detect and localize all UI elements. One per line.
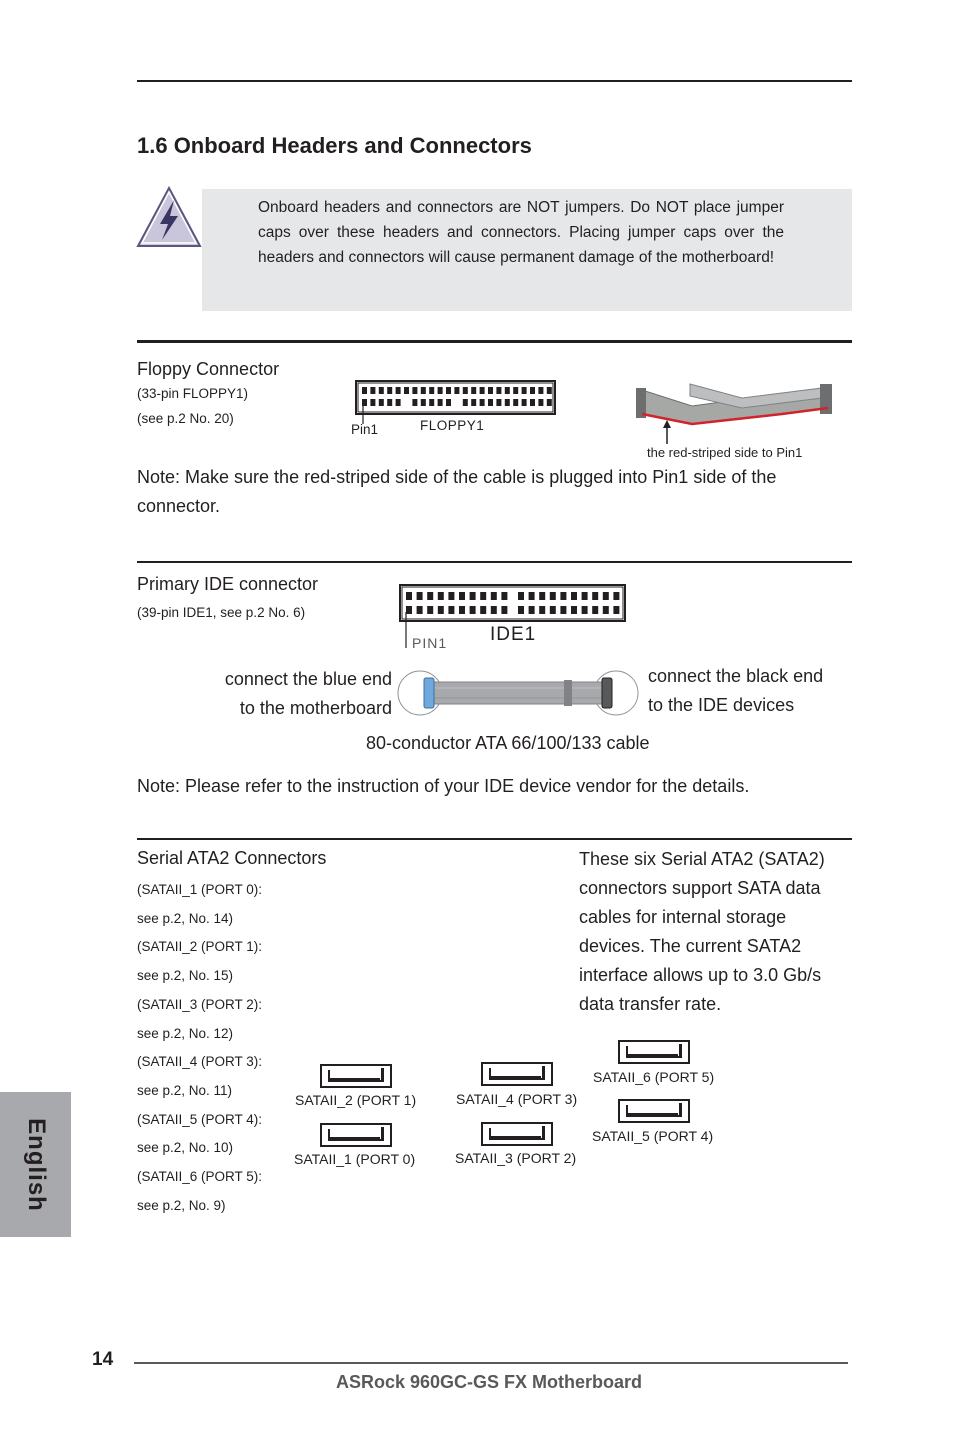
header-pin — [501, 606, 507, 614]
header-pin — [470, 592, 476, 600]
floppy-pin1-label: Pin1 — [351, 422, 379, 437]
sata-desc-line: cables for internal storage — [579, 907, 787, 927]
header-pin — [518, 592, 524, 600]
header-pin — [505, 387, 510, 394]
header-pin — [429, 399, 434, 406]
ide-title: Primary IDE connector — [137, 574, 319, 594]
sata-ref-item: see p.2, No. 15) — [137, 968, 234, 984]
sata-port-4-label: SATAII_4 (PORT 3) — [456, 1091, 578, 1107]
header-pin — [513, 399, 518, 406]
header-pin — [438, 387, 443, 394]
sata-port-1-label: SATAII_1 (PORT 0) — [294, 1151, 416, 1167]
header-pin — [550, 606, 556, 614]
header-pin — [538, 387, 543, 394]
header-pin — [539, 606, 545, 614]
ide-connector-label: IDE1 — [490, 624, 537, 645]
floppy-connector-label: FLOPPY1 — [420, 418, 485, 433]
warning-text: Onboard headers and connectors are NOT jumpers. Do NOT place jumper caps over these headers and connectors. Placing jumper caps over the headers and connectors will cause permanent damage of the motherboard! — [258, 199, 784, 266]
header-pin — [582, 606, 588, 614]
header-pin — [547, 399, 552, 406]
header-pin — [370, 399, 375, 406]
header-pin — [480, 592, 486, 600]
header-pin — [530, 387, 535, 394]
header-pin — [417, 592, 423, 600]
header-pin — [463, 399, 468, 406]
header-pin — [387, 387, 392, 394]
floppy-note-line1: Note: Make sure the red-striped side of the cable is plugged into Pin1 side of the — [137, 467, 777, 487]
sata-description — [579, 845, 825, 1019]
sata-ref-item: see p.2, No. 10) — [137, 1140, 234, 1156]
header-pin — [539, 592, 545, 600]
sata-title: Serial ATA2 Connectors — [137, 848, 327, 868]
floppy-cable-caption: the red-striped side to Pin1 — [647, 445, 803, 460]
header-pin — [379, 387, 384, 394]
header-pin — [488, 387, 493, 394]
floppy-sub2: (see p.2 No. 20) — [137, 411, 234, 426]
sata-ref-item: (SATAII_5 (PORT 4): — [137, 1111, 263, 1127]
header-pin — [438, 606, 444, 614]
header-pin — [529, 606, 535, 614]
header-pin — [446, 387, 451, 394]
sata-desc-line: interface allows up to 3.0 Gb/s — [579, 965, 822, 985]
sata-rule — [137, 838, 852, 840]
section-title: 1.6 Onboard Headers and Connectors — [137, 133, 532, 158]
sata-port-2-icon — [320, 1064, 392, 1088]
sata-ref-item: (SATAII_4 (PORT 3): — [137, 1054, 263, 1070]
language-side-tab-label: English — [22, 1117, 50, 1212]
header-pin — [613, 592, 619, 600]
floppy-sub1: (33-pin FLOPPY1) — [137, 386, 249, 401]
top-rule — [137, 80, 852, 82]
sata-port-5-label: SATAII_5 (PORT 4) — [592, 1128, 714, 1144]
header-pin — [370, 387, 375, 394]
sata-port-3-label: SATAII_3 (PORT 2) — [455, 1150, 577, 1166]
header-pin — [471, 399, 476, 406]
ide-note: Note: Please refer to the instruction of your IDE device vendor for the details. — [137, 776, 750, 796]
header-pin — [522, 399, 527, 406]
header-pin — [427, 606, 433, 614]
header-pin — [480, 399, 485, 406]
sata-ref-list — [137, 876, 262, 1220]
floppy-cable-image — [632, 376, 837, 446]
header-pin — [427, 592, 433, 600]
header-pin — [454, 387, 459, 394]
ide-left-line1: connect the blue end — [224, 669, 392, 689]
sata-desc-line: connectors support SATA data — [579, 878, 821, 898]
header-pin — [613, 606, 619, 614]
sata-ref-item: (SATAII_2 (PORT 1): — [137, 939, 263, 955]
header-pin — [406, 592, 412, 600]
sata-ref-item: see p.2, No. 14) — [137, 910, 234, 926]
floppy-title: Floppy Connector — [137, 359, 280, 379]
sata-desc-line: devices. The current SATA2 — [579, 936, 802, 956]
header-pin — [550, 592, 556, 600]
header-pin — [463, 387, 468, 394]
header-pin — [406, 606, 412, 614]
header-pin — [396, 387, 401, 394]
header-pin — [491, 606, 497, 614]
header-pin — [480, 606, 486, 614]
header-pin — [448, 592, 454, 600]
header-pin — [505, 399, 510, 406]
header-pin — [396, 399, 401, 406]
header-pin — [471, 387, 476, 394]
header-pin — [538, 399, 543, 406]
header-pin — [480, 387, 485, 394]
header-pin — [518, 606, 524, 614]
header-pin — [496, 399, 501, 406]
sata-port-6-icon — [618, 1040, 690, 1064]
header-pin — [470, 606, 476, 614]
ide-right-line1: connect the black end — [648, 666, 824, 686]
sata-ref-item: (SATAII_6 (PORT 5): — [137, 1169, 263, 1185]
floppy-rule — [137, 340, 852, 343]
sata-port-1-icon — [320, 1123, 392, 1147]
header-pin — [496, 387, 501, 394]
header-pin — [571, 592, 577, 600]
floppy-note-line2: connector. — [137, 496, 221, 516]
header-pin — [603, 592, 609, 600]
ide-sub: (39-pin IDE1, see p.2 No. 6) — [137, 605, 306, 620]
sata-desc-line: These six Serial ATA2 (SATA2) — [579, 849, 825, 869]
header-pin — [582, 592, 588, 600]
header-pin — [592, 592, 598, 600]
sata-ref-item: (SATAII_1 (PORT 0): — [137, 882, 263, 897]
sata-port-3-icon — [481, 1122, 553, 1146]
header-pin — [417, 606, 423, 614]
header-pin — [530, 399, 535, 406]
header-pin — [491, 592, 497, 600]
header-pin — [529, 592, 535, 600]
header-pin — [603, 606, 609, 614]
footer-product: ASRock 960GC-GS FX Motherboard — [336, 1372, 643, 1392]
ide-right-line2: to the IDE devices — [648, 695, 795, 715]
ide-cable-caption: 80-conductor ATA 66/100/133 cable — [366, 733, 650, 753]
header-pin — [421, 399, 426, 406]
header-pin — [404, 387, 409, 394]
sata-port-4-icon — [481, 1062, 553, 1086]
header-pin — [362, 387, 367, 394]
header-pin — [438, 592, 444, 600]
header-pin — [429, 387, 434, 394]
sata-desc-line: data transfer rate. — [579, 994, 722, 1014]
header-pin — [379, 399, 384, 406]
sata-port-5-icon — [618, 1099, 690, 1123]
ide-left-line2: to the motherboard — [239, 698, 392, 718]
header-pin — [571, 606, 577, 614]
header-pin — [560, 606, 566, 614]
header-pin — [387, 399, 392, 406]
header-pin — [448, 606, 454, 614]
header-pin — [421, 387, 426, 394]
sata-ref-item: (SATAII_3 (PORT 2): — [137, 996, 263, 1012]
ide-pin1-label: PIN1 — [412, 635, 448, 651]
header-pin — [513, 387, 518, 394]
sata-port-6-label: SATAII_6 (PORT 5) — [593, 1069, 715, 1085]
footer-rule — [134, 1362, 848, 1364]
header-pin — [592, 606, 598, 614]
header-pin — [446, 399, 451, 406]
header-pin — [412, 387, 417, 394]
header-pin — [412, 399, 417, 406]
warning-lightning-icon — [134, 184, 204, 252]
sata-ref-item: see p.2, No. 9) — [137, 1197, 226, 1213]
header-pin — [438, 399, 443, 406]
ide-rule — [137, 561, 852, 563]
ide-cable-image — [396, 668, 642, 718]
header-pin — [459, 606, 465, 614]
header-pin — [459, 592, 465, 600]
sata-ref-item: see p.2, No. 11) — [137, 1082, 233, 1098]
header-pin — [522, 387, 527, 394]
header-pin — [501, 592, 507, 600]
header-pin — [488, 399, 493, 406]
header-pin — [560, 592, 566, 600]
page-number: 14 — [92, 1349, 114, 1370]
language-side-tab — [0, 1092, 71, 1237]
sata-port-2-label: SATAII_2 (PORT 1) — [295, 1092, 417, 1108]
header-pin — [547, 387, 552, 394]
sata-ref-item: see p.2, No. 12) — [137, 1025, 234, 1041]
